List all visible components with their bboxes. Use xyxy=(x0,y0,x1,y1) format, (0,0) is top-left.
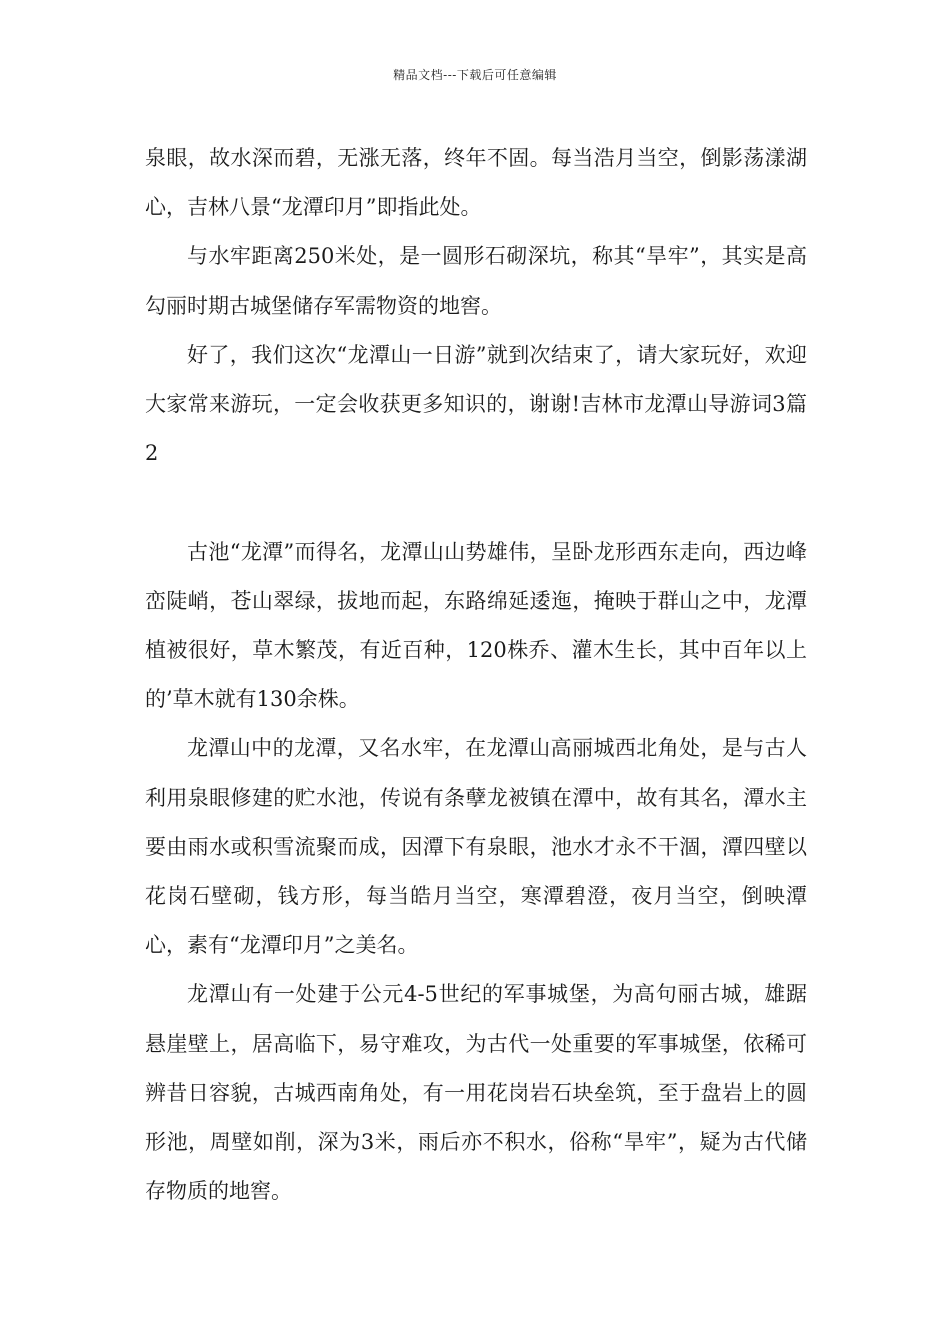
paragraph: 龙潭山中的龙潭，又名水牢，在龙潭山高丽城西北角处，是与古人利用泉眼修建的贮水池，传说有条孽龙被镇在潭中，故有其名，潭水主要由雨水或积雪流聚而成，因潭下有泉眼，池水才永不干涸，潭四壁以花岗石壁砌，钱方形，每当皓月当空，寒潭碧澄，夜月当空，倒映潭心，素有“龙潭印月”之美名。 xyxy=(145,736,807,958)
page-header: 精品文档---下载后可任意编辑 xyxy=(393,68,557,82)
paragraph: 泉眼，故水深而碧，无涨无落，终年不固。每当浩月当空，倒影荡漾湖心，吉林八景“龙潭印月”即指此处。 xyxy=(145,146,807,220)
paragraph: 龙潭山有一处建于公元4-5世纪的军事城堡，为高句丽古城，雄踞悬崖壁上，居高临下，易守难攻，为古代一处重要的军事城堡，依稀可辨昔日容貌，古城西南角处，有一用花岗岩石块垒筑，至于盘岩上的圆形池，周壁如削，深为3米，雨后亦不积水，俗称“旱牢”，疑为古代储存物质的地窖。 xyxy=(145,982,807,1204)
paragraph: 与水牢距离250米处，是一圆形石砌深坑，称其“旱牢”，其实是高勾丽时期古城堡储存军需物资的地窖。 xyxy=(145,244,807,318)
paragraph: 好了，我们这次“龙潭山一日游”就到次结束了，请大家玩好，欢迎大家常来游玩，一定会收获更多知识的，谢谢!吉林市龙潭山导游词3篇2 xyxy=(145,342,807,466)
paragraph: 古池“龙潭”而得名，龙潭山山势雄伟，呈卧龙形西东走向，西边峰峦陡峭，苍山翠绿，拔地而起，东路绵延逶迤，掩映于群山之中，龙潭植被很好，草木繁茂，有近百种，120株乔、灌木生长，其中百年以上的’草木就有130余株。 xyxy=(145,539,807,712)
paragraph-gap xyxy=(145,478,807,527)
document-body xyxy=(145,134,807,1216)
